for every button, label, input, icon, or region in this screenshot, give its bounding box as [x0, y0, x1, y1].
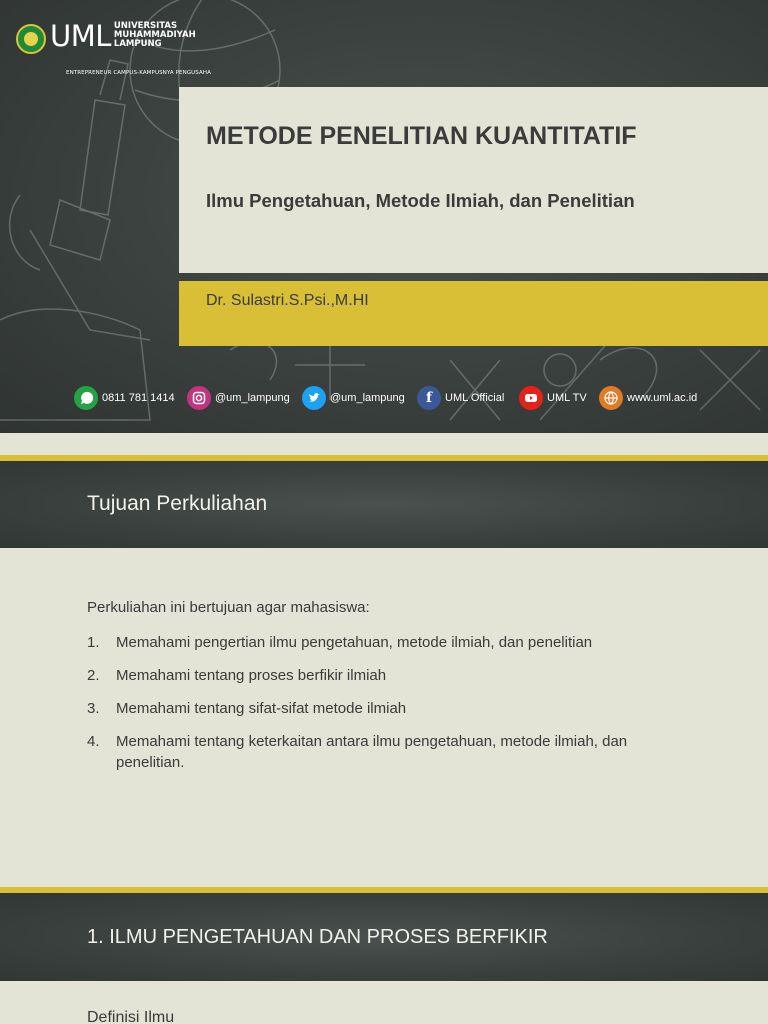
list-item-text: Memahami tentang keterkaitan antara ilmu pengetahuan, metode ilmiah, dan penelitian. [116, 733, 628, 771]
contact-text: UML TV [547, 392, 587, 404]
list-item-text: Memahami tentang sifat-sifat metode ilmiah [116, 700, 407, 717]
slide2-heading: Tujuan Perkuliahan [87, 492, 268, 515]
instagram-icon [187, 386, 211, 410]
logo-line-3: LAMPUNG [113, 39, 162, 49]
list-item-number: 4. [87, 733, 100, 750]
logo-short-name: UML [50, 19, 111, 53]
slide3-first-line: Definisi Ilmu [87, 1009, 175, 1024]
logo-tagline: ENTREPRENEUR CAMPUS-KAMPUSNYA PENGUSAHA [66, 70, 211, 76]
author-name: Dr. Sulastri.S.Psi.,M.HI [206, 292, 369, 309]
title-panel [179, 87, 768, 273]
slide2-body [0, 548, 768, 887]
contact-website[interactable] [599, 385, 697, 411]
slide2-intro: Perkuliahan ini bertujuan agar mahasiswa: [87, 599, 370, 616]
contact-text: www.uml.ac.id [627, 392, 698, 404]
list-item-number: 1. [87, 634, 100, 651]
contact-text: UML Official [445, 392, 505, 404]
list-item-text: Memahami tentang proses berfikir ilmiah [116, 667, 387, 684]
globe-icon [599, 386, 623, 410]
contact-twitter[interactable] [302, 385, 405, 411]
slide3-header [0, 893, 768, 981]
list-item [87, 632, 687, 653]
presentation-subtitle: Ilmu Pengetahuan, Metode Ilmiah, dan Penelitian [206, 190, 635, 211]
whatsapp-icon [74, 386, 98, 410]
list-item [87, 665, 687, 686]
logo-line-2: MUHAMMADIYAH [113, 30, 196, 40]
logo-university-name [114, 22, 196, 49]
presentation-title: METODE PENELITIAN KUANTITATIF [206, 122, 637, 150]
cover-slide [0, 0, 768, 433]
list-item-number: 3. [87, 700, 100, 717]
slide3-heading: 1. ILMU PENGETAHUAN DAN PROSES BERFIKIR [87, 926, 548, 948]
list-item-text: Memahami pengertian ilmu pengetahuan, metode ilmiah, dan penelitian [116, 634, 593, 651]
contact-text: @um_lampung [215, 392, 290, 404]
contact-instagram[interactable] [187, 385, 290, 411]
list-item [87, 698, 687, 719]
slide3-body [0, 981, 768, 1024]
facebook-icon: f [417, 386, 441, 410]
twitter-icon [302, 386, 326, 410]
objectives-list [87, 632, 687, 785]
author-band [179, 281, 768, 346]
list-item-number: 2. [87, 667, 100, 684]
logo-line-1: UNIVERSITAS [113, 21, 178, 31]
contact-text: @um_lampung [330, 392, 405, 404]
contact-youtube[interactable] [519, 385, 587, 411]
contact-facebook[interactable] [417, 385, 504, 411]
list-item [87, 731, 687, 773]
slide2-header [0, 461, 768, 548]
uml-logo [16, 19, 211, 76]
youtube-icon [519, 386, 543, 410]
contact-text: 0811 781 1414 [102, 392, 175, 404]
university-emblem-icon [16, 24, 46, 54]
contact-whatsapp[interactable] [74, 385, 175, 411]
contact-bar [0, 385, 768, 415]
